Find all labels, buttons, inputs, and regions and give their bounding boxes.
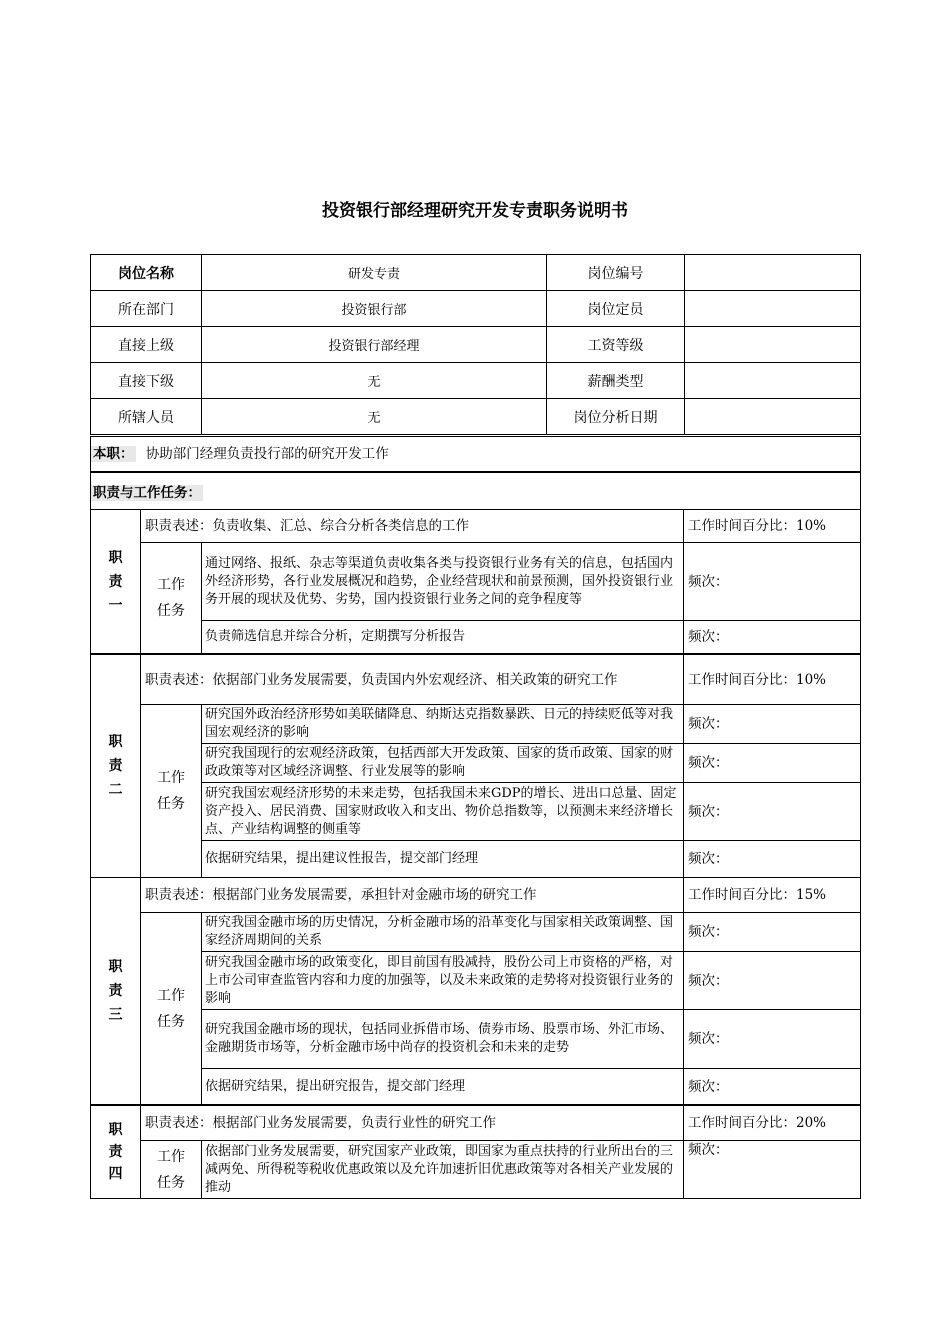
duty-desc: 职责表述：根据部门业务发展需要，承担针对金融市场的研究工作	[141, 878, 684, 913]
task-text: 负责筛选信息并综合分析，定期撰写分析报告	[202, 621, 684, 654]
task-label-text: 工作任务	[157, 1148, 185, 1191]
info-value: 无	[202, 363, 547, 399]
task-label-text: 工作任务	[157, 577, 185, 619]
info-row	[91, 363, 861, 399]
task-text: 研究我国宏观经济形势的未来走势，包括我国未来GDP的增长、进出口总量、固定资产投入、居民消费、国家财政收入和支出、物价总指数等，以预测未来经济增长点、产业结构调整的侧重等	[202, 783, 684, 841]
task-text: 依据部门业务发展需要，研究国家产业政策，即国家为重点扶持的行业所出台的三减两免、所得税等税收优惠政策以及允许加速折旧优惠政策等对各相关产业发展的推动	[202, 1141, 684, 1199]
duty-name	[91, 878, 141, 1105]
info-label: 岗位定员	[547, 291, 685, 327]
info-label: 所在部门	[91, 291, 202, 327]
duty-table-2	[90, 654, 861, 878]
task-frequency: 频次：	[684, 1069, 861, 1105]
task-frequency: 频次：	[684, 621, 861, 654]
duty-name-text: 职责四	[108, 1122, 123, 1182]
info-row	[91, 255, 861, 291]
task-frequency: 频次：	[684, 952, 861, 1010]
duty-name	[91, 655, 141, 878]
duty-name-text: 职责三	[108, 959, 123, 1023]
duty-name	[91, 510, 141, 654]
task-text: 依据研究结果，提出建议性报告，提交部门经理	[202, 841, 684, 878]
info-row	[91, 291, 861, 327]
main-duty-text: 协助部门经理负责投行部的研究开发工作	[145, 446, 389, 462]
info-row	[91, 399, 861, 435]
info-row	[91, 327, 861, 363]
info-value	[685, 255, 861, 291]
duty-desc: 职责表述：依据部门业务发展需要，负责国内外宏观经济、相关政策的研究工作	[141, 655, 684, 705]
task-label-text: 工作任务	[157, 770, 185, 812]
main-duty-row	[90, 436, 861, 472]
task-frequency: 频次：	[684, 1010, 861, 1069]
info-label: 岗位分析日期	[547, 399, 685, 435]
duty-name-text: 职责一	[108, 549, 123, 614]
task-label	[141, 705, 202, 878]
info-label: 工资等级	[547, 327, 685, 363]
duty-name-text: 职责二	[108, 734, 123, 798]
task-label	[141, 543, 202, 654]
task-text: 依据研究结果，提出研究报告，提交部门经理	[202, 1069, 684, 1105]
task-label	[141, 913, 202, 1105]
task-text: 研究我国现行的宏观经济政策，包括西部大开发政策、国家的货币政策、国家的财政政策等对区域经济调整、行业发展等的影响	[202, 744, 684, 783]
task-frequency: 频次：	[684, 705, 861, 744]
info-value	[685, 363, 861, 399]
duty-desc: 职责表述：根据部门业务发展需要，负责行业性的研究工作	[141, 1106, 684, 1141]
task-text: 通过网络、报纸、杂志等渠道负责收集各类与投资银行业务有关的信息，包括国内外经济形势，各行业发展概况和趋势，企业经营现状和前景预测，国外投资银行业务开展的现状及优势、劣势，国内投资银行业务之间的竞争程度等	[202, 543, 684, 621]
duty-percent: 工作时间百分比：20%	[684, 1106, 861, 1141]
duty-table-4	[90, 1105, 861, 1199]
task-label-text: 工作任务	[157, 987, 185, 1030]
main-duty-label: 本职：	[93, 446, 134, 462]
document-title: 投资银行部经理研究开发专责职务说明书	[322, 201, 628, 221]
task-frequency: 频次：	[684, 783, 861, 841]
duty-percent: 工作时间百分比：15%	[684, 878, 861, 913]
duty-table-3	[90, 877, 861, 1105]
duty-percent: 工作时间百分比：10%	[684, 655, 861, 705]
info-label: 直接上级	[91, 327, 202, 363]
task-text: 研究我国金融市场的政策变化，即目前国有股减持，股份公司上市资格的严格，对上市公司审查监管内容和力度的加强等，以及未来政策的走势将对投资银行业务的影响	[202, 952, 684, 1010]
task-frequency: 频次：	[684, 913, 861, 952]
info-label: 岗位名称	[91, 255, 202, 291]
duty-percent: 工作时间百分比：10%	[684, 510, 861, 543]
task-frequency: 频次：	[684, 841, 861, 878]
task-frequency: 频次：	[684, 744, 861, 783]
info-value: 投资银行部经理	[202, 327, 547, 363]
info-value	[685, 399, 861, 435]
info-label: 岗位编号	[547, 255, 685, 291]
task-label	[141, 1141, 202, 1199]
duties-header: 职责与工作任务：	[93, 485, 201, 501]
info-label: 所辖人员	[91, 399, 202, 435]
duty-desc: 职责表述：负责收集、汇总、综合分析各类信息的工作	[141, 510, 684, 543]
info-value: 无	[202, 399, 547, 435]
task-text: 研究我国金融市场的现状，包括同业拆借市场、债券市场、股票市场、外汇市场、金融期货市场等，分析金融市场中尚存的投资机会和未来的走势	[202, 1010, 684, 1069]
position-info-table	[90, 254, 861, 435]
duties-header-row	[90, 472, 861, 510]
task-text: 研究我国金融市场的历史情况，分析金融市场的沿革变化与国家相关政策调整、国家经济周期间的关系	[202, 913, 684, 952]
task-frequency: 频次：	[684, 1141, 861, 1199]
info-value	[685, 291, 861, 327]
info-value: 投资银行部	[202, 291, 547, 327]
info-label: 薪酬类型	[547, 363, 685, 399]
duty-table-1	[90, 509, 861, 654]
info-label: 直接下级	[91, 363, 202, 399]
info-value	[685, 327, 861, 363]
task-text: 研究国外政治经济形势如美联储降息、纳斯达克指数暴跌、日元的持续贬低等对我国宏观经济的影响	[202, 705, 684, 744]
duty-name	[91, 1106, 141, 1199]
info-value: 研发专责	[202, 255, 547, 291]
task-frequency: 频次：	[684, 543, 861, 621]
